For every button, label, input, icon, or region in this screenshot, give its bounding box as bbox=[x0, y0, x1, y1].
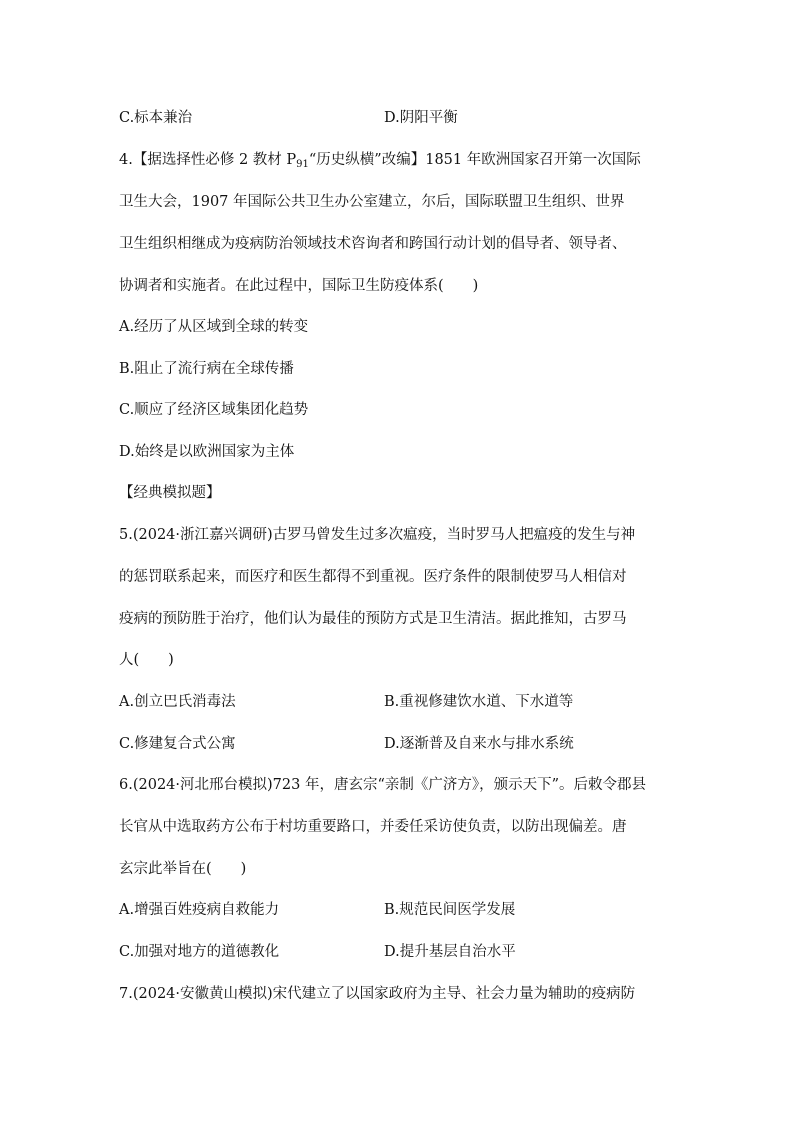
q4-option-d: D.始终是以欧洲国家为主体 bbox=[119, 444, 295, 460]
q6-option-c: C.加强对地方的道德教化 bbox=[119, 944, 280, 960]
q5-line-1: 5.(2024·浙江嘉兴调研)古罗马曾发生过多次瘟疫，当时罗马人把瘟疫的发生与神 bbox=[119, 527, 636, 543]
q3-option-d: D.阴阳平衡 bbox=[384, 110, 458, 126]
q7-line-1: 7.(2024·安徽黄山模拟)宋代建立了以国家政府为主导、社会力量为辅助的疫病防 bbox=[119, 986, 636, 1002]
q4-option-c: C.顺应了经济区域集团化趋势 bbox=[119, 402, 309, 418]
q4-line-2: 卫生大会，1907 年国际公共卫生办公室建立，尔后，国际联盟卫生组织、世界 bbox=[119, 194, 625, 210]
q3-option-c: C.标本兼治 bbox=[119, 110, 193, 126]
q4-line-1-text: “历史纵横”改编】1851 年欧洲国家召开第一次国际 bbox=[308, 152, 641, 168]
q6-option-d: D.提升基层自治水平 bbox=[384, 944, 516, 960]
q4-line-3: 卫生组织相继成为疫病防治领域技术咨询者和跨国行动计划的倡导者、领导者、 bbox=[119, 236, 627, 252]
section-title: 【经典模拟题】 bbox=[119, 485, 221, 501]
q4-line-4: 协调者和实施者。在此过程中，国际卫生防疫体系( ) bbox=[119, 278, 479, 294]
q4-option-a: A.经历了从区域到全球的转变 bbox=[119, 319, 309, 335]
q6-option-b: B.规范民间医学发展 bbox=[384, 902, 516, 918]
q6-option-a: A.增强百姓疫病自救能力 bbox=[119, 902, 280, 918]
q4-lead: 4.【据选择性必修 2 教材 P bbox=[119, 152, 297, 168]
q4-option-b: B.阻止了流行病在全球传播 bbox=[119, 361, 294, 377]
q6-line-3: 玄宗此举旨在( ) bbox=[119, 861, 247, 877]
q5-line-4: 人( ) bbox=[119, 652, 174, 668]
q5-line-3: 疫病的预防胜于治疗，他们认为最佳的预防方式是卫生清洁。据此推知，古罗马 bbox=[119, 611, 627, 627]
q4-page-subscript: 91 bbox=[296, 159, 309, 170]
q5-option-b: B.重视修建饮水道、下水道等 bbox=[384, 694, 574, 710]
q6-line-1: 6.(2024·河北邢台模拟)723 年，唐玄宗“亲制《广济方》，颁示天下”。后敕令郡县 bbox=[119, 777, 647, 793]
q5-option-c: C.修建复合式公寓 bbox=[119, 736, 236, 752]
q5-line-2: 的惩罚联系起来，而医疗和医生都得不到重视。医疗条件的限制使罗马人相信对 bbox=[119, 569, 627, 585]
q5-option-d: D.逐渐普及自来水与排水系统 bbox=[384, 736, 574, 752]
q5-option-a: A.创立巴氏消毒法 bbox=[119, 694, 236, 710]
q4-line-1 bbox=[119, 150, 679, 175]
q6-line-2: 长官从中选取药方公布于村坊重要路口，并委任采访使负责，以防出现偏差。唐 bbox=[119, 819, 627, 835]
